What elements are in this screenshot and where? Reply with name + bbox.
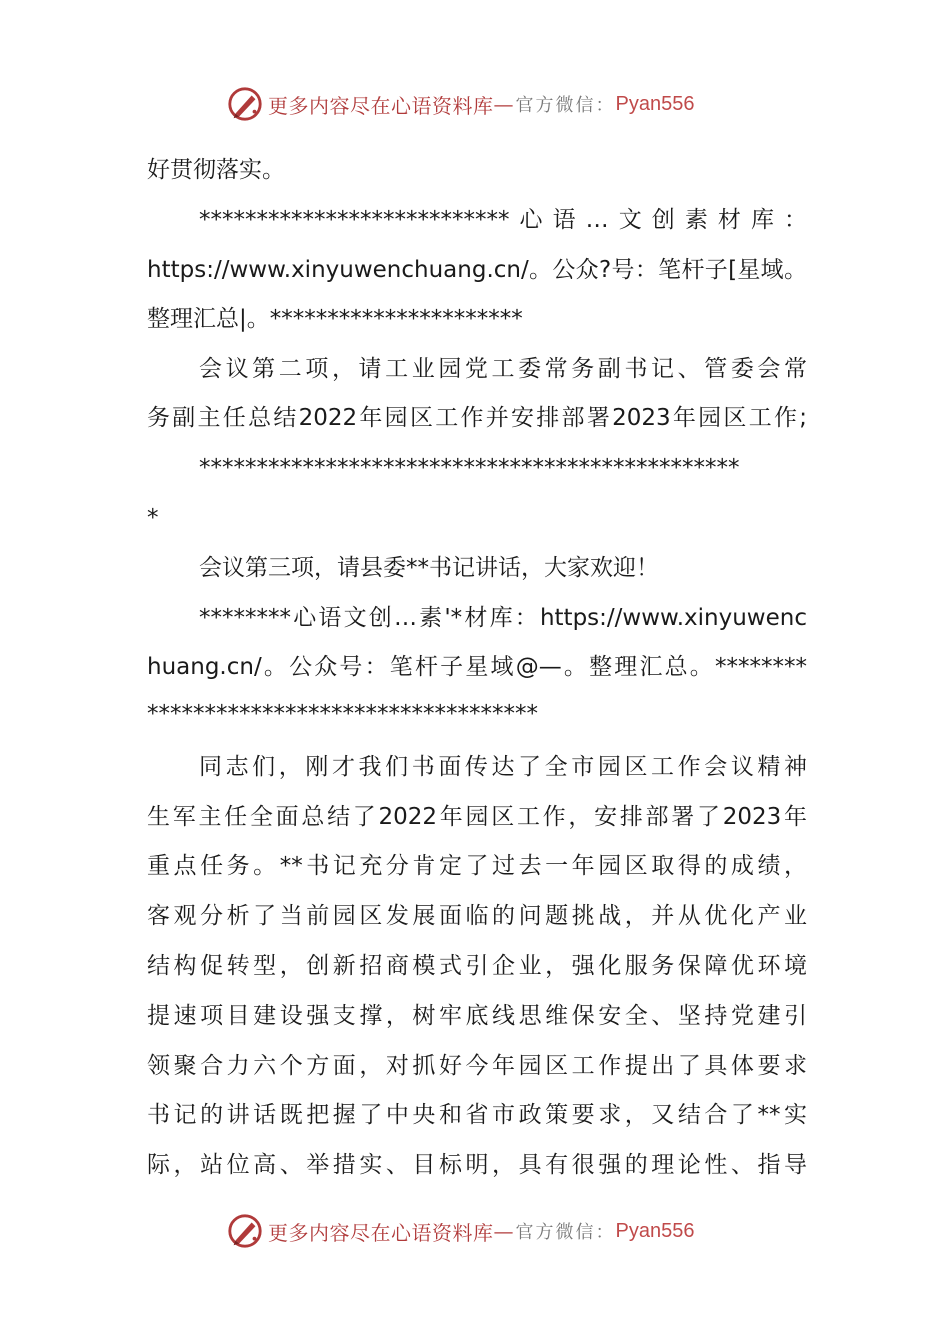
banner-title: 更多内容尽在心语资料库 xyxy=(268,93,494,118)
pen-logo-icon xyxy=(226,85,264,123)
banner-wechat-label: 官方微信： xyxy=(515,95,616,116)
text-line: 生军主任全面总结了2022年园区工作，安排部署了2023年 xyxy=(147,804,807,830)
pen-logo-icon xyxy=(226,1212,264,1250)
text-line: ***************************心语…文创素材库： xyxy=(199,207,807,233)
banner-wechat-id: Pyan556 xyxy=(615,92,695,115)
banner-separator: — xyxy=(493,1219,514,1243)
text-line: https://www.xinyuwenchuang.cn/。公众?号：笔杆子[星域。 xyxy=(147,257,807,283)
banner-separator: — xyxy=(493,92,514,116)
footer-banner xyxy=(226,1211,746,1251)
text-line: huang.cn/。公众号：笔杆子星域@—。整理汇总。******** xyxy=(147,654,807,680)
text-line: 同志们，刚才我们书面传达了全市园区工作会议精神 xyxy=(199,754,807,780)
text-line: 客观分析了当前园区发展面临的问题挑战，并从优化产业 xyxy=(147,903,807,929)
text-line: 好贯彻落实。 xyxy=(147,157,285,183)
text-line: * xyxy=(147,505,159,531)
text-line: 务副主任总结2022年园区工作并安排部署2023年园区工作; xyxy=(147,405,807,431)
text-line: 结构促转型，创新招商模式引企业，强化服务保障优环境 xyxy=(147,953,807,979)
text-line: 会议第三项，请县委**书记讲话，大家欢迎！ xyxy=(199,555,659,581)
banner-wechat-id: Pyan556 xyxy=(615,1219,695,1242)
text-line: 提速项目建设强支撑，树牢底线思维保安全、坚持党建引 xyxy=(147,1003,807,1029)
text-line: 领聚合力六个方面，对抓好今年园区工作提出了具体要求 xyxy=(147,1053,807,1079)
text-line: ********心语文创…素'*材库：https://www.xinyuwenc xyxy=(199,605,807,631)
banner-title: 更多内容尽在心语资料库 xyxy=(268,1220,494,1245)
text-line: *********************************************** xyxy=(199,455,740,481)
text-line: 重点任务。**书记充分肯定了过去一年园区取得的成绩， xyxy=(147,853,807,879)
text-line: 际，站位高、举措实、目标明，具有很强的理论性、指导 xyxy=(147,1152,807,1178)
text-line: 会议第二项，请工业园党工委常务副书记、管委会常 xyxy=(199,356,807,382)
header-banner xyxy=(226,84,746,124)
text-line: 书记的讲话既把握了中央和省市政策要求，又结合了**实 xyxy=(147,1102,807,1128)
text-line: ********************************** xyxy=(147,701,538,727)
text-line: 整理汇总|。********************** xyxy=(147,306,523,332)
banner-wechat-label: 官方微信： xyxy=(515,1222,616,1243)
